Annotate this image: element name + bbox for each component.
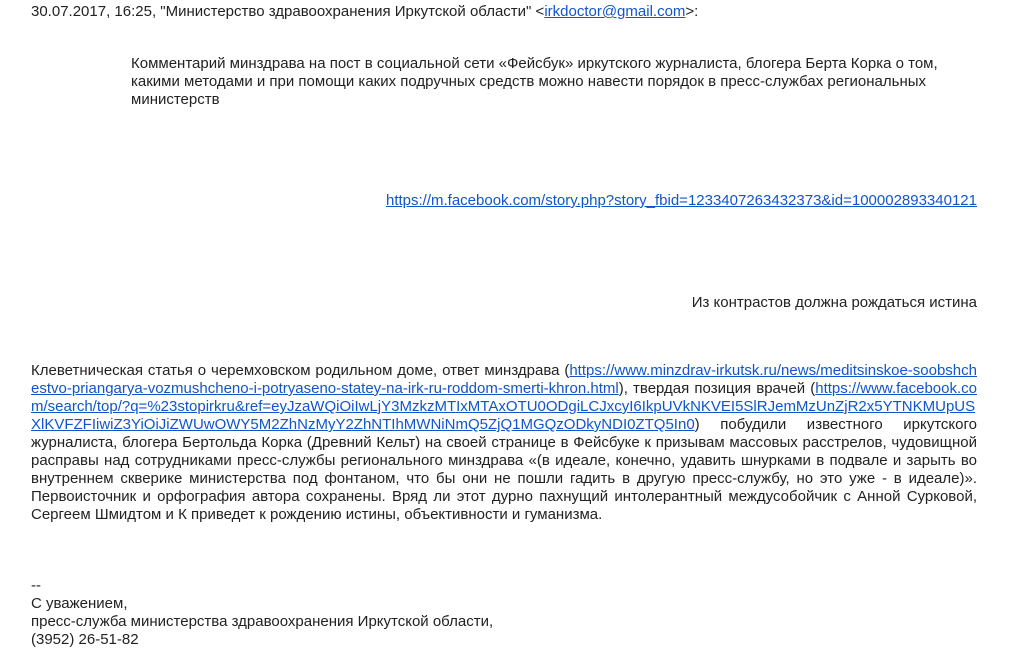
email-header-line bbox=[31, 3, 698, 21]
main-text-part2: ), твердая позиция врачей ( bbox=[618, 380, 816, 397]
signature-org: пресс-служба министерства здравоохранения Иркутской области, bbox=[31, 613, 494, 630]
minzdrav-news-link[interactable]: https://www.minzdrav-irkutsk.ru/news/meditsinskoe-soobshchestvo-priangarya-vozmushcheno-i-potryaseno-statey-na-irk-ru-roddom-smerti-khron.html bbox=[31, 362, 977, 397]
signature-phone: (3952) 26-51-82 bbox=[31, 631, 139, 648]
header-sender: "Министерство здравоохранения Иркутской области" < bbox=[160, 3, 545, 20]
main-text-part1: Клеветническая статья о черемховском родильном доме, ответ минздрава ( bbox=[31, 362, 570, 379]
motto-text: Из контрастов должна рождаться истина bbox=[691, 294, 977, 311]
facebook-story-link[interactable]: https://m.facebook.com/story.php?story_fbid=1233407263432373&id=100002893340121 bbox=[385, 192, 977, 209]
signature-separator: -- bbox=[31, 577, 41, 594]
quoted-comment: Комментарий минздрава на пост в социальной сети «Фейсбук» иркутского журналиста, блогера Берта Корка о том, какими методами и при помощи каких подручных средств можно навести порядок в пресс-службах региональных министерств bbox=[131, 55, 938, 108]
facebook-link-row bbox=[386, 192, 977, 210]
facebook-search-link[interactable]: https://www.facebook.com/search/top/?q=%23stopirkru&ref=eyJzaWQiOiIwLjY3MzkzMTIxMTAxOTU0ODgiLCJxcyI6IkpUVkNKVEI5SlRJemMzUnZjR2x5YTNKMUpUSXlKVFZFIiwiZ3YiOiJiZWUwOWY5M2ZhNzMyY2ZhNTIhMWNiNmQ5ZjQ1MGQzODkyNDI0ZTQ5In0 bbox=[31, 380, 977, 433]
signature-regards: С уважением, bbox=[31, 595, 128, 612]
main-text-part3: ) побудили известного иркутского журналиста, блогера Бертольда Корка (Древний Кельт) на своей странице в Фейсбуке к призывам массовых расстрелов, чудовищной расправы над сотрудниками пресс-службы регионального минздрава «(в идеале, конечно, удавить шнурками в подвале и зарыть во внутреннем скверике министерства под фонтаном, что бы они не пошли гадить в другую пресс-службу, но это уже - в идеале)». Первоисточник и орфография автора сохранены. Вряд ли этот дурно пахнущий интолерантный междусобойчик с Анной Сурковой, Сергеем Шмидтом и К приведет к рождению истины, объективности и гуманизма. bbox=[31, 416, 977, 523]
signature-block bbox=[31, 577, 493, 649]
sender-email-link[interactable]: irkdoctor@gmail.com bbox=[544, 3, 686, 20]
header-date: 30.07.2017, 16:25, bbox=[31, 3, 161, 20]
header-suffix: >: bbox=[685, 3, 699, 20]
main-paragraph bbox=[31, 362, 977, 524]
